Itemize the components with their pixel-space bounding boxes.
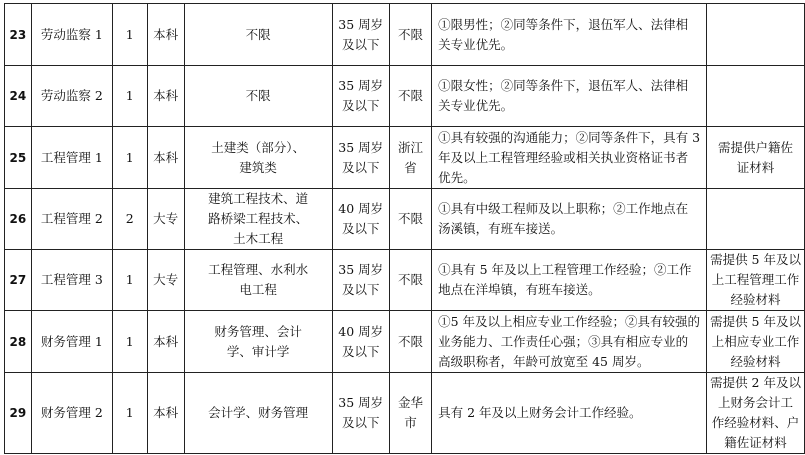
major-requirement-line: 建筑工程技术、道 bbox=[208, 191, 309, 206]
position-name: 财务管理 2 bbox=[31, 373, 112, 454]
remarks-line: 需提供 5 年及以 bbox=[710, 252, 801, 267]
age-limit-line: 35 周岁 bbox=[338, 262, 384, 277]
education-level: 本科 bbox=[147, 127, 184, 189]
remarks bbox=[707, 4, 805, 66]
remarks-line: 上财务会计工 bbox=[718, 395, 794, 410]
household-registration: 不限 bbox=[389, 66, 431, 127]
age-limit-line: 及以下 bbox=[341, 98, 380, 113]
other-requirements-line: 业务能力、工作责任心强；③具有相应专业的 bbox=[438, 333, 689, 349]
household-registration: 不限 bbox=[389, 189, 431, 250]
position-name: 财务管理 1 bbox=[31, 311, 112, 373]
age-limit-line: 35 周岁 bbox=[338, 395, 384, 410]
other-requirements bbox=[432, 4, 707, 66]
major-requirement bbox=[184, 189, 332, 250]
remarks-line: 需提供 5 年及以 bbox=[710, 313, 801, 329]
remarks bbox=[707, 189, 805, 250]
major-requirement bbox=[184, 4, 332, 66]
other-requirements-line: 关专业优先。 bbox=[438, 36, 514, 52]
hire-count: 1 bbox=[112, 4, 147, 66]
household-registration: 金华市 bbox=[389, 373, 431, 454]
recruitment-table bbox=[4, 3, 805, 454]
remarks bbox=[707, 66, 805, 127]
education-level: 本科 bbox=[147, 66, 184, 127]
age-limit-line: 及以下 bbox=[341, 36, 380, 52]
position-name: 工程管理 3 bbox=[31, 250, 112, 311]
table-row bbox=[5, 127, 805, 189]
other-requirements-line: ①具有中级工程师及以上职称；②工作地点在 bbox=[438, 201, 689, 216]
other-requirements-line: 地点在洋埠镇，有班车接送。 bbox=[438, 282, 601, 297]
major-requirement-line: 路桥梁工程技术、 bbox=[208, 211, 309, 226]
major-requirement bbox=[184, 66, 332, 127]
other-requirements-line: ①限女性；②同等条件下，退伍军人、法律相 bbox=[438, 78, 689, 93]
remarks-line: 籍佐证材料 bbox=[724, 435, 787, 450]
other-requirements-line: 高级职称者，年龄可放宽至 45 周岁。 bbox=[438, 353, 650, 369]
education-level: 大专 bbox=[147, 189, 184, 250]
hire-count: 1 bbox=[112, 311, 147, 373]
household-registration: 浙江省 bbox=[389, 127, 431, 189]
major-requirement-line: 建筑类 bbox=[239, 159, 277, 175]
remarks-line: 上工程管理工作 bbox=[711, 272, 800, 287]
remarks-line: 作经验材料、户 bbox=[711, 415, 800, 430]
age-limit-line: 及以下 bbox=[341, 221, 380, 236]
major-requirement bbox=[184, 311, 332, 373]
row-number: 25 bbox=[5, 127, 32, 189]
other-requirements-line: 优先。 bbox=[438, 169, 476, 185]
hire-count: 1 bbox=[112, 66, 147, 127]
major-requirement bbox=[184, 127, 332, 189]
major-requirement-line: 不限 bbox=[245, 26, 271, 42]
age-limit-line: 及以下 bbox=[341, 282, 380, 297]
age-limit-line: 35 周岁 bbox=[338, 16, 384, 32]
remarks-line: 需提供 2 年及以 bbox=[710, 375, 801, 390]
remarks-line: 经验材料 bbox=[730, 353, 781, 369]
age-limit-line: 及以下 bbox=[341, 415, 380, 430]
row-number: 29 bbox=[5, 373, 32, 454]
remarks bbox=[707, 311, 805, 373]
row-number: 28 bbox=[5, 311, 32, 373]
major-requirement-line: 土木工程 bbox=[233, 231, 284, 246]
hire-count: 1 bbox=[112, 127, 147, 189]
education-level: 大专 bbox=[147, 250, 184, 311]
position-name: 劳动监察 2 bbox=[31, 66, 112, 127]
major-requirement-line: 电工程 bbox=[239, 282, 277, 297]
age-limit-line: 35 周岁 bbox=[338, 139, 384, 155]
education-level: 本科 bbox=[147, 311, 184, 373]
other-requirements bbox=[432, 66, 707, 127]
row-number: 27 bbox=[5, 250, 32, 311]
other-requirements bbox=[432, 373, 707, 454]
age-limit-line: 40 周岁 bbox=[338, 323, 384, 339]
position-name: 劳动监察 1 bbox=[31, 4, 112, 66]
other-requirements-line: ①限男性；②同等条件下，退伍军人、法律相 bbox=[438, 16, 689, 32]
age-limit-line: 及以下 bbox=[341, 159, 380, 175]
major-requirement bbox=[184, 250, 332, 311]
major-requirement-line: 会计学、财务管理 bbox=[208, 405, 309, 420]
table-row bbox=[5, 250, 805, 311]
other-requirements-line: 汤溪镇，有班车接送。 bbox=[438, 221, 564, 236]
row-number: 24 bbox=[5, 66, 32, 127]
other-requirements-line: ①具有 5 年及以上工程管理工作经验；②工作 bbox=[438, 262, 692, 277]
household-registration: 不限 bbox=[389, 4, 431, 66]
other-requirements bbox=[432, 311, 707, 373]
other-requirements bbox=[432, 250, 707, 311]
major-requirement-line: 工程管理、水利水 bbox=[208, 262, 309, 277]
age-limit-line: 及以下 bbox=[341, 343, 380, 359]
row-number: 26 bbox=[5, 189, 32, 250]
education-level: 本科 bbox=[147, 373, 184, 454]
table-row bbox=[5, 4, 805, 66]
other-requirements-line: 具有 2 年及以上财务会计工作经验。 bbox=[438, 405, 642, 420]
table-row bbox=[5, 373, 805, 454]
age-limit bbox=[332, 311, 389, 373]
remarks-line: 证材料 bbox=[736, 159, 775, 175]
table-row bbox=[5, 189, 805, 250]
age-limit-line: 35 周岁 bbox=[338, 78, 384, 93]
table-row bbox=[5, 311, 805, 373]
remarks-line: 经验材料 bbox=[730, 292, 781, 307]
table-row bbox=[5, 66, 805, 127]
major-requirement-line: 财务管理、会计 bbox=[214, 323, 302, 339]
position-name: 工程管理 1 bbox=[31, 127, 112, 189]
age-limit-line: 40 周岁 bbox=[338, 201, 384, 216]
age-limit bbox=[332, 250, 389, 311]
other-requirements-line: ①具有较强的沟通能力；②同等条件下，具有 3 bbox=[438, 129, 701, 145]
remarks bbox=[707, 250, 805, 311]
other-requirements-line: 关专业优先。 bbox=[438, 98, 514, 113]
education-level: 本科 bbox=[147, 4, 184, 66]
other-requirements-line: ①5 年及以上相应专业工作经验；②具有较强的 bbox=[438, 313, 701, 329]
other-requirements bbox=[432, 189, 707, 250]
age-limit bbox=[332, 189, 389, 250]
remarks-line: 需提供户籍佐 bbox=[718, 139, 794, 155]
household-registration: 不限 bbox=[389, 250, 431, 311]
other-requirements-line: 年及以上工程管理经验或相关执业资格证书者 bbox=[438, 149, 689, 165]
major-requirement-line: 不限 bbox=[245, 88, 271, 103]
remarks-line: 上相应专业工作 bbox=[711, 333, 800, 349]
age-limit bbox=[332, 4, 389, 66]
major-requirement-line: 土建类（部分）、 bbox=[211, 139, 306, 155]
row-number: 23 bbox=[5, 4, 32, 66]
hire-count: 1 bbox=[112, 250, 147, 311]
major-requirement bbox=[184, 373, 332, 454]
position-name: 工程管理 2 bbox=[31, 189, 112, 250]
age-limit bbox=[332, 373, 389, 454]
remarks bbox=[707, 127, 805, 189]
remarks bbox=[707, 373, 805, 454]
age-limit bbox=[332, 66, 389, 127]
table-body bbox=[5, 4, 805, 454]
major-requirement-line: 学、审计学 bbox=[226, 343, 290, 359]
hire-count: 1 bbox=[112, 373, 147, 454]
household-registration: 不限 bbox=[389, 311, 431, 373]
hire-count: 2 bbox=[112, 189, 147, 250]
age-limit bbox=[332, 127, 389, 189]
other-requirements bbox=[432, 127, 707, 189]
